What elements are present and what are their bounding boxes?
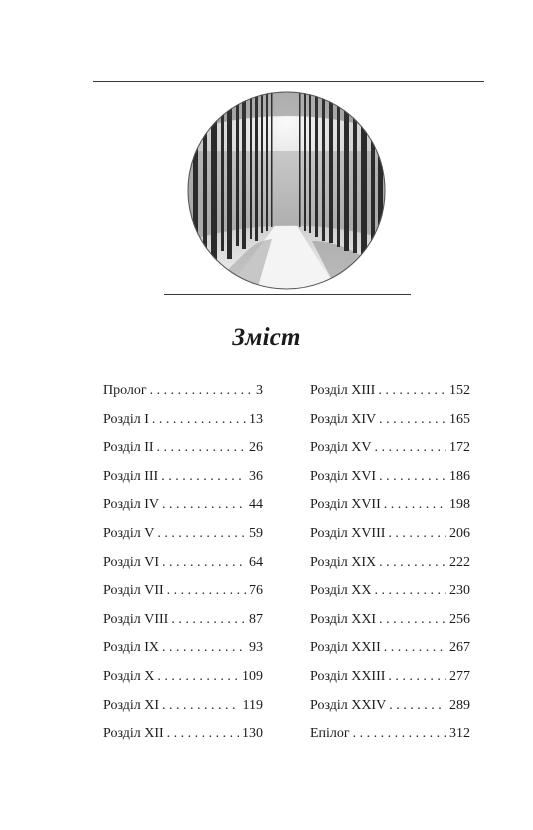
toc-entry xyxy=(310,720,470,749)
toc-entry xyxy=(103,549,263,578)
toc-leader-dots xyxy=(150,377,253,406)
toc-entry-page: 256 xyxy=(449,611,470,627)
forest-path-photo xyxy=(187,91,386,290)
toc-entry xyxy=(310,491,470,520)
toc-entry xyxy=(310,434,470,463)
toc-entry xyxy=(310,692,470,721)
toc-entry xyxy=(310,634,470,663)
toc-entry-page: 277 xyxy=(449,668,470,684)
toc-entry xyxy=(103,692,263,721)
toc-entry-page: 76 xyxy=(249,583,263,599)
toc-leader-dots xyxy=(374,434,446,463)
toc-entry xyxy=(310,406,470,435)
toc-entry-page: 172 xyxy=(449,440,470,456)
toc-entry xyxy=(103,663,263,692)
toc-leader-dots xyxy=(384,491,446,520)
toc-leader-dots xyxy=(167,720,239,749)
toc-entry xyxy=(310,520,470,549)
toc-entry-label: Розділ XI xyxy=(103,697,159,713)
toc-entry xyxy=(310,663,470,692)
toc-entry-page: 186 xyxy=(449,468,470,484)
toc-entry-label: Розділ III xyxy=(103,468,159,484)
toc-leader-dots xyxy=(379,606,446,635)
toc-entry-page: 198 xyxy=(449,497,470,513)
toc-entry xyxy=(103,377,263,406)
toc-entry-label: Розділ XX xyxy=(310,583,372,599)
toc-entry xyxy=(310,549,470,578)
toc-entry xyxy=(310,463,470,492)
toc-entry-page: 152 xyxy=(449,383,470,398)
toc-entry-page: 64 xyxy=(249,554,263,570)
toc-entry-page: 206 xyxy=(449,525,470,541)
toc-entry xyxy=(103,720,263,749)
toc-leader-dots xyxy=(389,692,446,721)
toc-leader-dots xyxy=(353,720,446,749)
toc-entry-label: Розділ IX xyxy=(103,640,159,656)
toc-entry-page: 87 xyxy=(249,611,263,627)
toc-entry-page: 3 xyxy=(256,383,263,398)
toc-leader-dots xyxy=(378,377,446,406)
toc-entry-label: Розділ VIII xyxy=(103,611,169,627)
toc-entry-label: Розділ XIV xyxy=(310,411,377,427)
toc-entry-label: Пролог xyxy=(103,383,147,398)
toc-entry-page: 267 xyxy=(449,640,470,656)
toc-entry-page: 36 xyxy=(249,468,263,484)
toc-entry xyxy=(103,463,263,492)
toc-entry xyxy=(310,377,470,406)
toc-entry-page: 59 xyxy=(249,525,263,541)
toc-leader-dots xyxy=(157,520,246,549)
page-title: Зміст xyxy=(232,324,301,351)
toc-entry-label: Розділ XV xyxy=(310,440,372,456)
top-rule xyxy=(93,81,484,82)
toc-entry-label: Розділ XIII xyxy=(310,383,376,398)
toc-leader-dots xyxy=(157,434,246,463)
toc-entry-label: Розділ XXII xyxy=(310,640,381,656)
toc-entry-page: 230 xyxy=(449,583,470,599)
toc-entry-page: 119 xyxy=(242,697,263,713)
toc-entry xyxy=(103,634,263,663)
toc-leader-dots xyxy=(161,463,246,492)
toc-leader-dots xyxy=(379,549,446,578)
toc-leader-dots xyxy=(162,634,246,663)
toc-entry-page: 222 xyxy=(449,554,470,570)
toc-entry-label: Розділ VII xyxy=(103,583,164,599)
toc-entry-page: 26 xyxy=(249,440,263,456)
toc-leader-dots xyxy=(157,663,239,692)
toc-entry xyxy=(103,434,263,463)
toc-entry-label: Розділ I xyxy=(103,411,149,427)
toc-entry-label: Розділ XXI xyxy=(310,611,377,627)
toc-entry-label: Епілог xyxy=(310,726,350,742)
toc-entry xyxy=(103,491,263,520)
toc-entry-label: Розділ XIX xyxy=(310,554,377,570)
toc-entry-page: 109 xyxy=(242,668,263,684)
toc-entry-label: Розділ XXIII xyxy=(310,668,386,684)
toc-leader-dots xyxy=(162,692,240,721)
toc-entry xyxy=(310,577,470,606)
toc-right-column xyxy=(310,377,470,749)
bottom-rule xyxy=(164,294,411,295)
toc-leader-dots xyxy=(379,463,446,492)
toc-entry-label: Розділ XVII xyxy=(310,497,381,513)
toc-entry-page: 289 xyxy=(449,697,470,713)
toc-entry-page: 44 xyxy=(249,497,263,513)
toc-entry-label: Розділ IV xyxy=(103,497,159,513)
toc-entry-label: Розділ VI xyxy=(103,554,159,570)
toc-entry-label: Розділ XXIV xyxy=(310,697,387,713)
toc-leader-dots xyxy=(162,491,246,520)
toc-leader-dots xyxy=(379,406,446,435)
toc-entry-page: 165 xyxy=(449,411,470,427)
toc-entry-page: 130 xyxy=(242,726,263,742)
toc-entry xyxy=(103,577,263,606)
toc-leader-dots xyxy=(167,577,246,606)
toc-leader-dots xyxy=(388,520,446,549)
toc-entry xyxy=(310,606,470,635)
toc-entry-label: Розділ V xyxy=(103,525,155,541)
toc-left-column xyxy=(103,377,263,749)
toc-entry-label: Розділ II xyxy=(103,440,154,456)
toc-entry xyxy=(103,606,263,635)
toc-entry-label: Розділ X xyxy=(103,668,155,684)
toc-entry-page: 312 xyxy=(449,726,470,742)
toc-leader-dots xyxy=(374,577,446,606)
toc-entry-label: Розділ XVIII xyxy=(310,525,386,541)
toc-leader-dots xyxy=(152,406,246,435)
toc-leader-dots xyxy=(162,549,246,578)
toc-entry-page: 93 xyxy=(249,640,263,656)
toc-entry xyxy=(103,406,263,435)
toc-leader-dots xyxy=(171,606,246,635)
toc-leader-dots xyxy=(388,663,446,692)
toc-leader-dots xyxy=(384,634,446,663)
toc-entry-label: Розділ XII xyxy=(103,726,164,742)
toc-entry-page: 13 xyxy=(249,411,263,427)
toc-entry xyxy=(103,520,263,549)
toc-entry-label: Розділ XVI xyxy=(310,468,377,484)
